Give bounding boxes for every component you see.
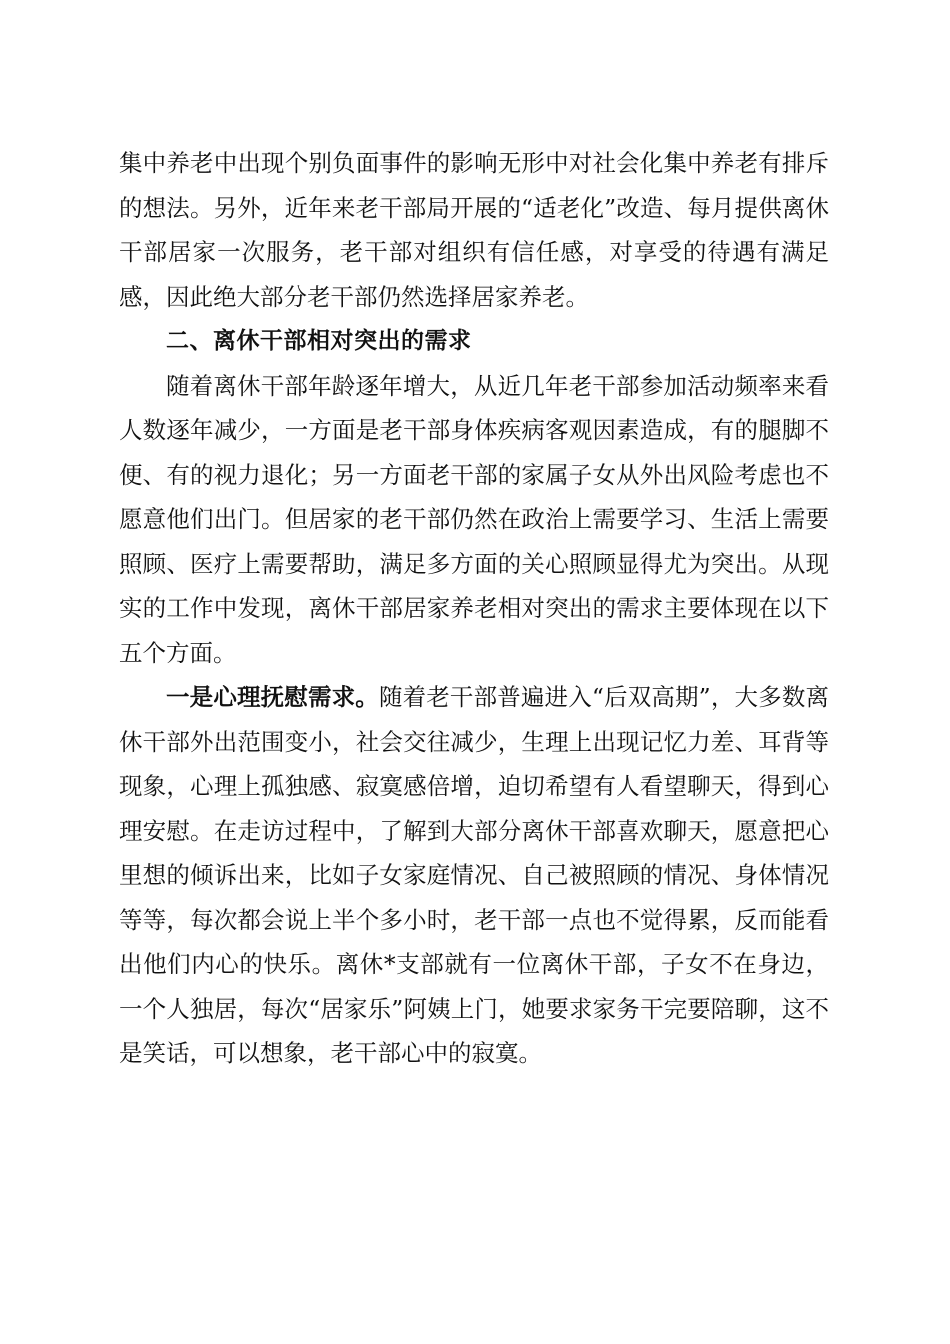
paragraph-body-text: 随着老干部普遍进入“后双高期”，大多数离休干部外出范围变小，社会交往减少，生理上出现记忆力差、耳背等现象，心理上孤独感、寂寞感倍增，迫切希望有人看望聊天，得到心理安慰。在走访过程中，了解到大部分离休干部喜欢聊天，愿意把心里想的倾诉出来，比如子女家庭情况、自己被照顾的情况、身体情况等等，每次都会说上半个多小时，老干部一点也不觉得累，反而能看出他们内心的快乐。离休*支部就有一位离休干部，子女不在身边，一个人独居，每次“居家乐”阿姨上门，她要求家务干完要陪聊，这不是笑话，可以想象，老干部心中的寂寞。 [119,683,829,1067]
paragraph-continuation: 集中养老中出现个别负面事件的影响无形中对社会化集中养老有排斥的想法。另外，近年来老干部局开展的“适老化”改造、每月提供离休干部居家一次服务，老干部对组织有信任感，对享受的待遇有满足感，因此绝大部分老干部仍然选择居家养老。 [119,149,829,311]
section-heading: 二、离休干部相对突出的需求 [166,328,472,354]
paragraph-needs-intro: 随着离休干部年龄逐年增大，从近几年老干部参加活动频率来看人数逐年减少，一方面是老干部身体疾病客观因素造成，有的腿脚不便、有的视力退化；另一方面老干部的家属子女从外出风险考虑也不愿意他们出门。但居家的老干部仍然在政治上需要学习、生活上需要照顾、医疗上需要帮助，满足多方面的关心照顾显得尤为突出。从现实的工作中发现，离休干部居家养老相对突出的需求主要体现在以下五个方面。 [119,371,829,667]
paragraph-psychological-needs [119,675,829,1076]
paragraph-lead-phrase: 一是心理抚慰需求。 [166,683,379,711]
document-body [119,141,829,1076]
